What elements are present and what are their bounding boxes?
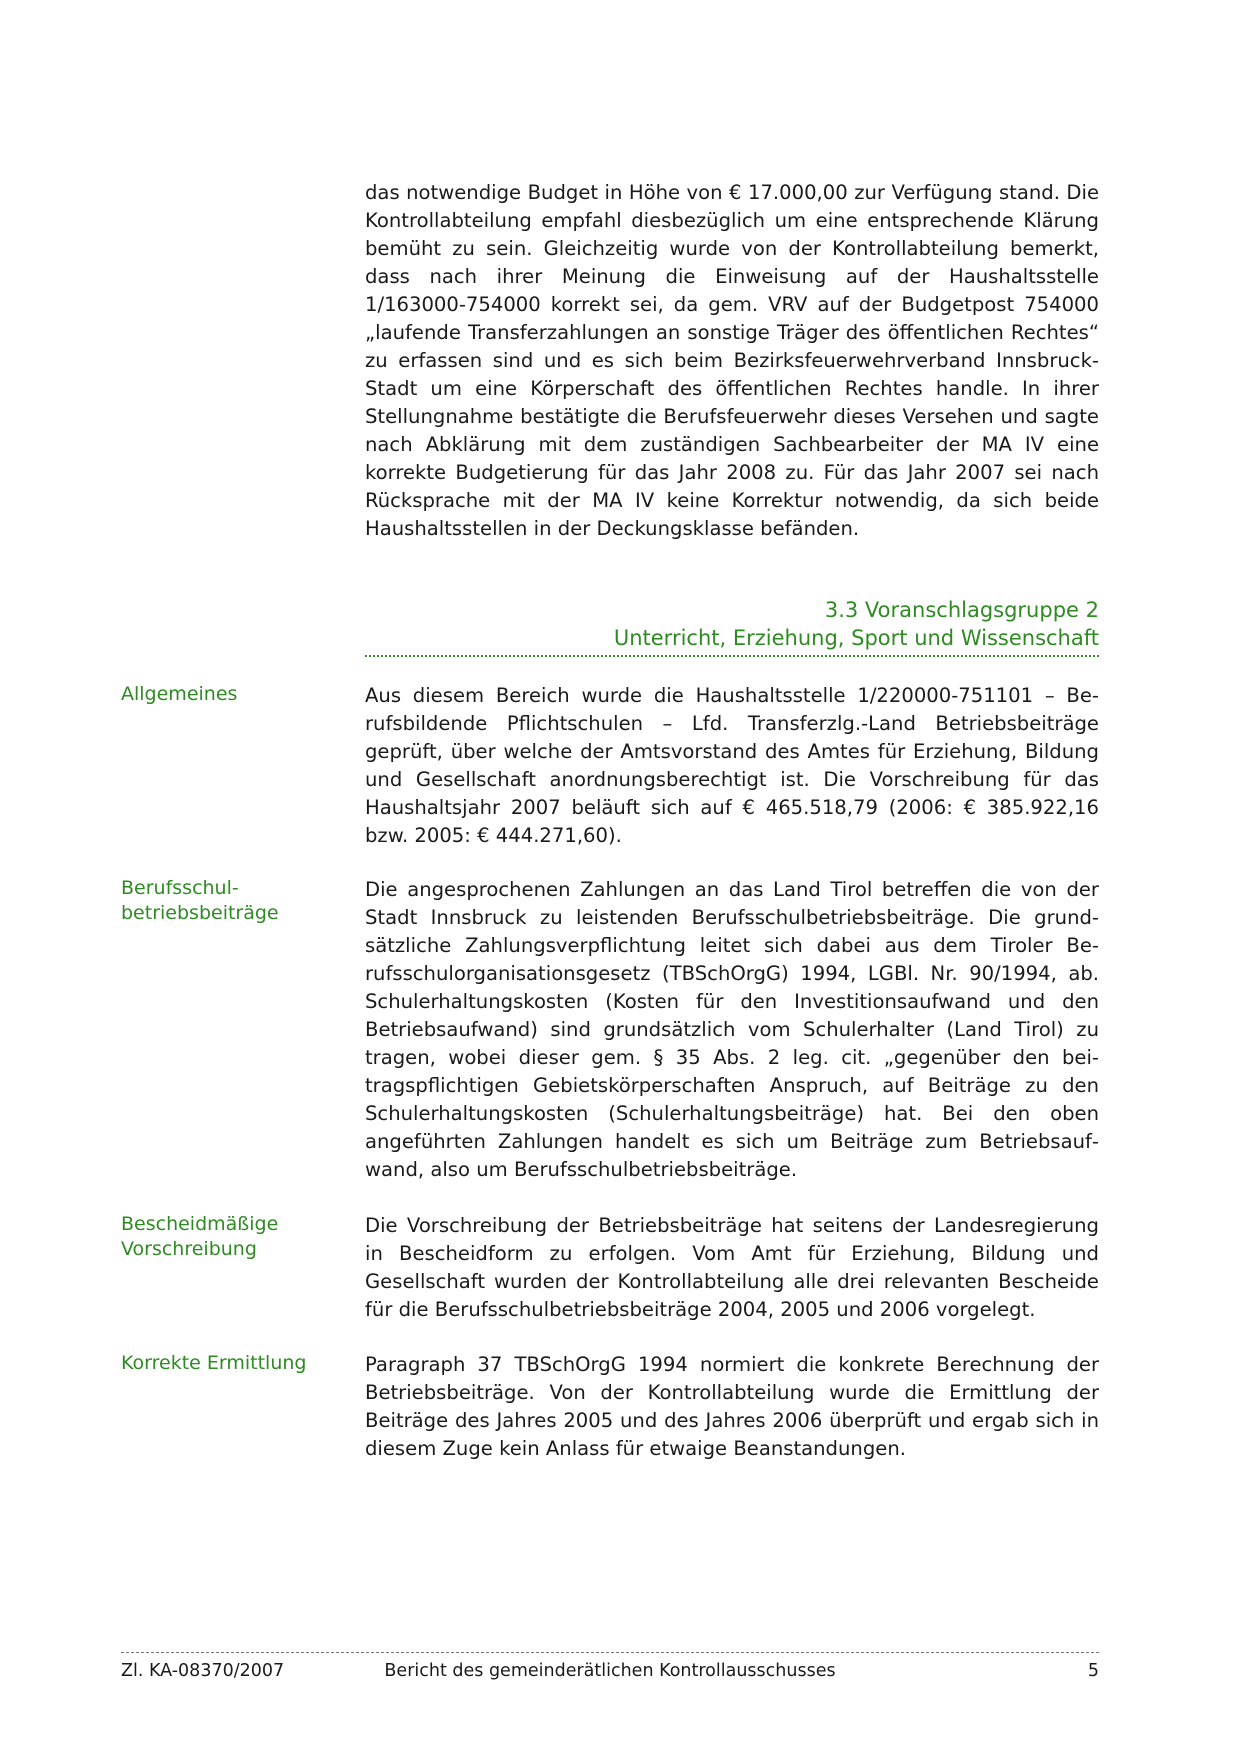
section-subtitle: Unterricht, Erziehung, Sport und Wissenschaft [613, 626, 1099, 650]
paragraph-berufsschul: Die angesprochenen Zahlungen an das Land Tirol betreffen die von der Stadt Innsbruck zu leistenden Berufsschulbetriebsbeiträge. Die grundsätzliche Zahlungsverpflichtung leitet sich dabei aus dem Tiroler Berufsschulorganisationsgesetz (TBSchOrgG) 1994, LGBl. Nr. 90/1994, ab. Schulerhaltungskosten (Kosten für den Investitionsaufwand und den Betriebsaufwand) sind grundsätzlich vom Schulerhalter (Land Tirol) zu tragen, wobei dieser gem. § 35 Abs. 2 leg. cit. „gegenüber den beitragspflichtigen Gebietskörperschaften Anspruch, auf Beiträge zu den Schulerhaltungskosten (Schulerhaltungsbeiträge) hat. Bei den oben angeführten Zahlungen handelt es sich um Beiträge zum Betriebsaufwand, also um Berufsschulbetriebsbeiträge. [365, 878, 1099, 1181]
heading-dotted-rule [365, 655, 1099, 657]
margin-label-allgemeines: Allgemeines [121, 683, 238, 705]
footer-dashed-rule [121, 1652, 1099, 1653]
section-heading [365, 596, 1099, 652]
page-number: 5 [1087, 1661, 1099, 1681]
margin-label-ermittlung: Korrekte Ermittlung [121, 1352, 307, 1374]
margin-label-berufsschul: Berufsschul- betriebsbeiträge [121, 877, 279, 924]
paragraph-budget-continuation: das notwendige Budget in Höhe von € 17.000,00 zur Verfügung stand. Die Kontrollabteilung empfahl diesbezüglich um eine entsprechende Klärung bemüht zu sein. Gleichzeitig wurde von der Kontrollabteilung bemerkt, dass nach ihrer Meinung die Einweisung auf der Haushaltsstelle 1/163000-754000 korrekt sei, da gem. VRV auf der Budgetpost 754000 „laufende Transferzahlungen an sonstige Träger des öffentlichen Rechtes“ zu erfassen sind und es sich beim Bezirksfeuerwehrverband Innsbruck-Stadt um eine Körperschaft des öffentlichen Rechtes handle. In ihrer Stellungnahme bestätigte die Berufsfeuerwehr dieses Versehen und sagte nach Abklärung mit dem zuständigen Sachbearbeiter der MA IV eine korrekte Budgetierung für das Jahr 2008 zu. Für das Jahr 2007 sei nach Rücksprache mit der MA IV keine Korrektur notwendig, da sich beide Haushaltsstellen in der Deckungsklasse befänden. [365, 181, 1099, 540]
paragraph-allgemeines: Aus diesem Bereich wurde die Haushaltsstelle 1/220000-751101 – Berufsbildende Pflichtschulen – Lfd. Transferzlg.-Land Betriebsbeiträge geprüft, über welche der Amtsvorstand des Amtes für Erziehung, Bildung und Gesellschaft anordnungsberechtigt ist. Die Vorschreibung für das Haushaltsjahr 2007 beläuft sich auf € 465.518,79 (2006: € 385.922,16 bzw. 2005: € 444.271,60). [365, 684, 1099, 847]
paragraph-ermittlung: Paragraph 37 TBSchOrgG 1994 normiert die konkrete Berechnung der Betriebsbeiträge. Von der Kontrollabteilung wurde die Ermittlung der Beiträge des Jahres 2005 und des Jahres 2006 überprüft und ergab sich in diesem Zuge kein Anlass für etwaige Beanstandungen. [365, 1353, 1099, 1460]
footer-title: Bericht des gemeinderätlichen Kontrollausschusses [384, 1661, 836, 1681]
margin-label-bescheid: Bescheidmäßige Vorschreibung [121, 1213, 279, 1260]
section-title: 3.3 Voranschlagsgruppe 2 [824, 598, 1099, 622]
footer-reference: Zl. KA-08370/2007 [121, 1661, 285, 1681]
paragraph-bescheid: Die Vorschreibung der Betriebsbeiträge hat seitens der Landesregierung in Bescheidform zu erfolgen. Vom Amt für Erziehung, Bildung und Gesellschaft wurden der Kontrollabteilung alle drei relevanten Bescheide für die Berufsschulbetriebsbeiträge 2004, 2005 und 2006 vorgelegt. [365, 1214, 1099, 1321]
